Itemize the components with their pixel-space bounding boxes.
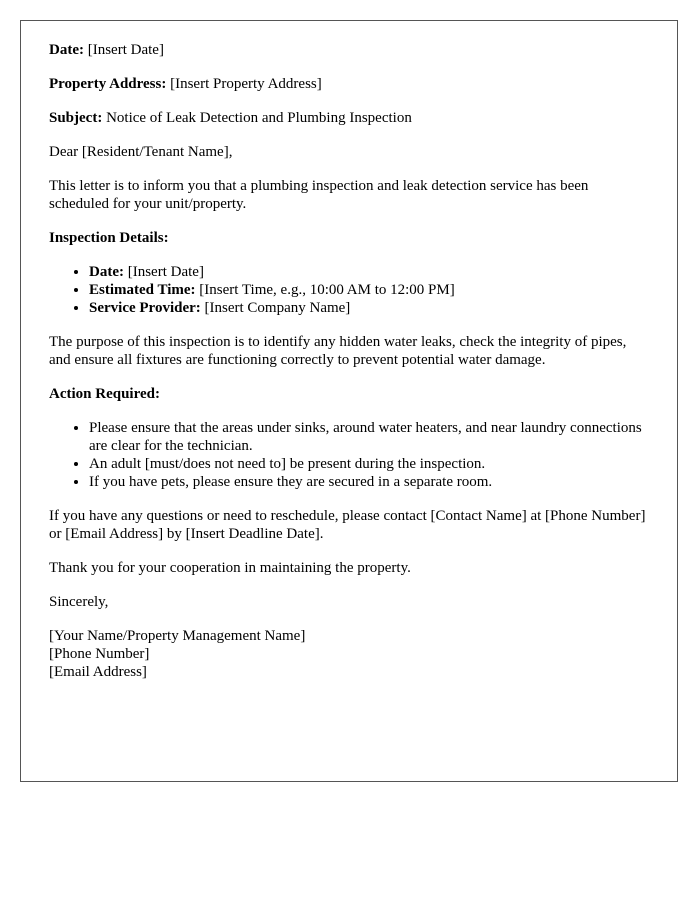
detail-item-date [89,263,649,281]
action-required-list [49,419,649,491]
detail-label: Service Provider: [89,300,201,316]
date-line [49,41,649,59]
subject-value: Notice of Leak Detection and Plumbing Inspection [106,110,412,126]
date-label: Date: [49,42,84,58]
action-item: • An adult [must/does not need to] be present during the inspection. [89,455,649,473]
closing: Sincerely, [49,594,109,610]
letter-page [20,20,678,782]
purpose-paragraph: The purpose of this inspection is to identify any hidden water leaks, check the integrity of pipes, and ensure all fixtures are functioning correctly to prevent potential water damage. [49,334,627,368]
detail-value: [Insert Company Name] [204,300,351,316]
contact-paragraph: If you have any questions or need to reschedule, please contact [Contact Name] at [Phone Number] or [Email Address] by [Insert Deadline Date]. [49,508,646,542]
property-address-value: [Insert Property Address] [170,76,322,92]
signature-phone: [Phone Number] [49,646,150,662]
detail-value: [Insert Time, e.g., 10:00 AM to 12:00 PM] [199,282,455,298]
detail-item-time [89,281,649,299]
intro-paragraph: This letter is to inform you that a plumbing inspection and leak detection service has been scheduled for your unit/property. [49,178,589,212]
thanks-paragraph: Thank you for your cooperation in maintaining the property. [49,560,411,576]
action-item: • Please ensure that the areas under sinks, around water heaters, and near laundry connections are clear for the technician. [89,419,649,455]
detail-value: [Insert Date] [127,264,204,280]
signature-email: [Email Address] [49,664,147,680]
subject-line [49,109,649,127]
action-item: • If you have pets, please ensure they are secured in a separate room. [89,473,649,491]
property-address-label: Property Address: [49,76,167,92]
greeting: Dear [Resident/Tenant Name], [49,144,233,160]
signature-name: [Your Name/Property Management Name] [49,628,306,644]
inspection-details-heading: Inspection Details: [49,230,169,246]
subject-label: Subject: [49,110,103,126]
signature-block [49,627,649,681]
property-address-line [49,75,649,93]
inspection-details-list [49,263,649,317]
date-value: [Insert Date] [87,42,164,58]
action-required-heading: Action Required: [49,386,160,402]
detail-item-provider [89,299,649,317]
detail-label: Estimated Time: [89,282,196,298]
detail-label: Date: [89,264,124,280]
